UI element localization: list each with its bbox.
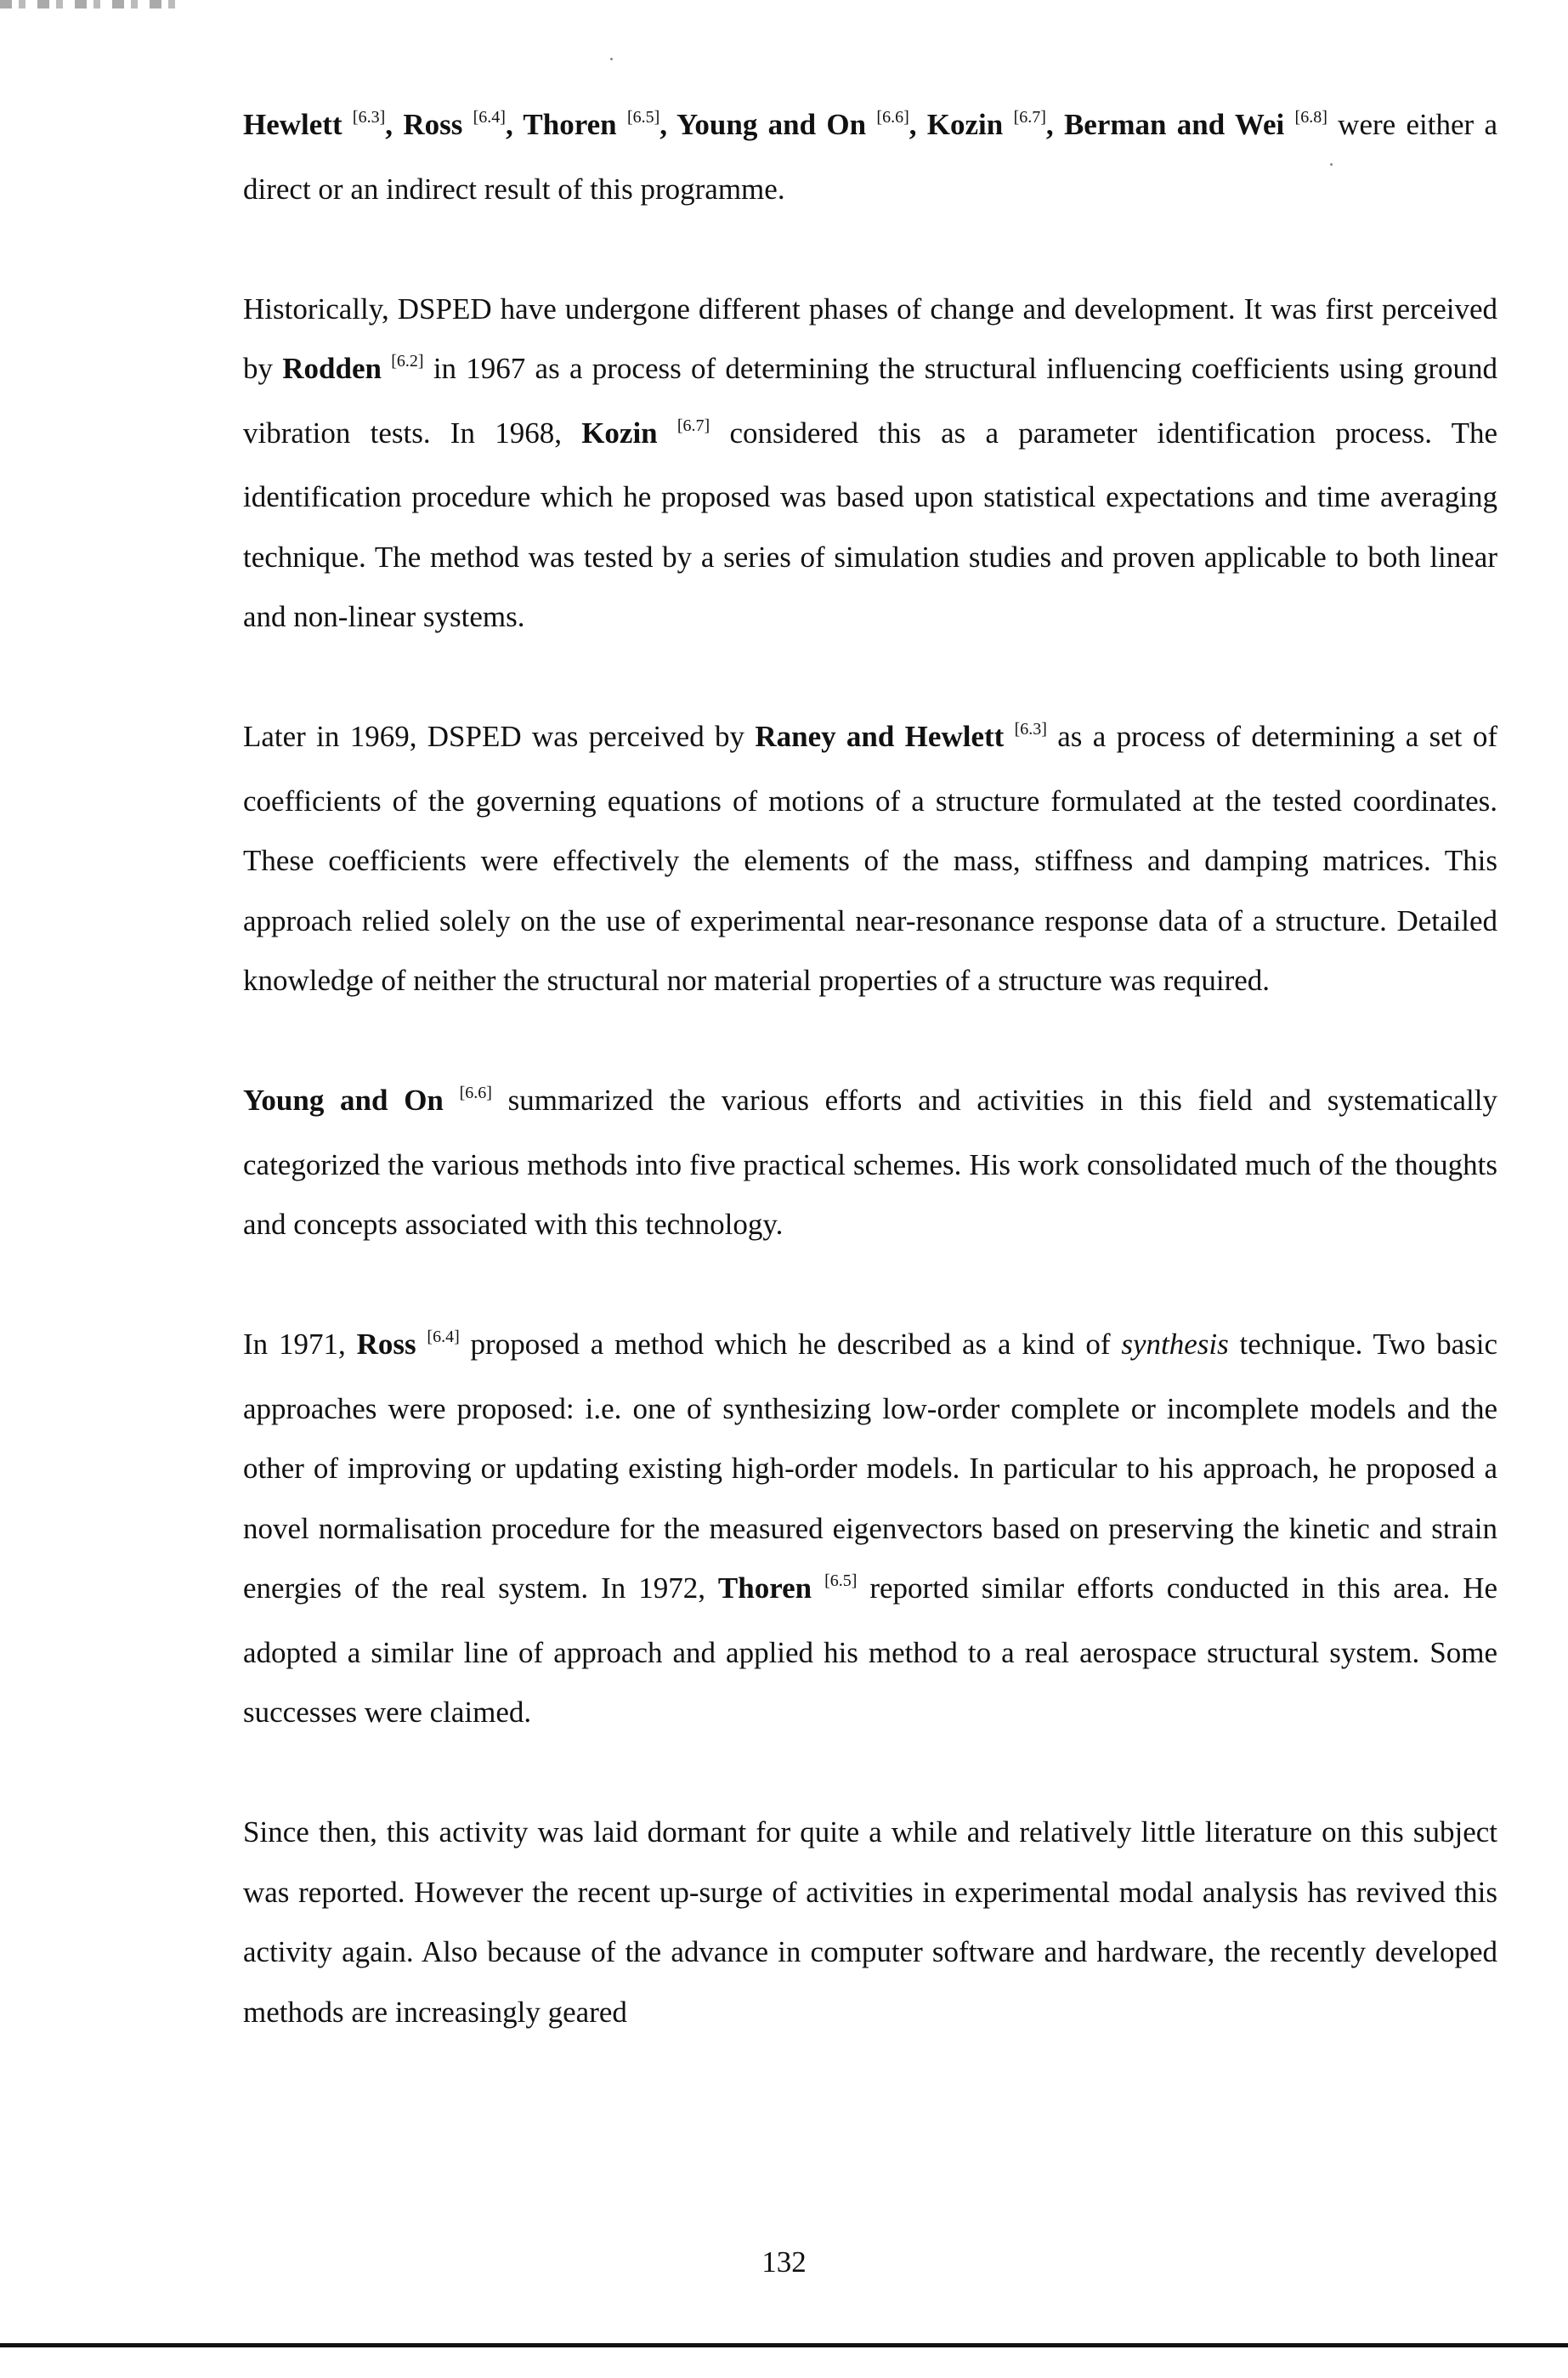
citation-ref: [6.7] xyxy=(1013,108,1046,127)
author-name: Berman and Wei xyxy=(1063,108,1295,141)
author-name: Raney and Hewlett xyxy=(755,720,1015,753)
author-name: Thoren xyxy=(717,1571,825,1605)
paragraph xyxy=(243,95,1497,219)
text-run: Historically, DSPED have undergone different phases of change and development. It was first perceived by xyxy=(243,292,1497,385)
author-name: Young and On xyxy=(243,1084,460,1117)
citation-ref: [6.5] xyxy=(626,108,660,127)
citation-ref: [6.4] xyxy=(427,1328,460,1346)
author-name: , xyxy=(505,108,524,141)
citation-ref: [6.5] xyxy=(824,1571,858,1590)
text-run: proposed a method which he described as a kind of xyxy=(459,1328,1122,1361)
author-name: , xyxy=(1045,108,1064,141)
text-run: in 1967 as a process of determining the structural influencing coefficients using ground vibration tests. In 1968, xyxy=(243,352,1497,450)
page-number: 132 xyxy=(761,2245,807,2279)
author-name: Kozin xyxy=(581,416,677,450)
text-run: considered this as a parameter identification process. The identification procedure which he proposed was based upon statistical expectations and time averaging technique. The method was tested by a series of simulation studies and proven applicable to both linear and non-linear systems. xyxy=(243,416,1497,633)
text-run: as a process of determining a set of coefficients of the governing equations of motions of a structure formulated at the tested coordinates. These coefficients were effectively the elements of the mass, stiffness and damping matrices. This approach relied solely on the use of experimental near-resonance response data of a structure. Detailed knowledge of neither the structural nor material properties of a structure was required. xyxy=(243,720,1497,997)
paragraph xyxy=(243,280,1497,648)
text-run: summarized the various efforts and activities in this field and systematically categorized the various methods into five practical schemes. His work consolidated much of the thoughts and concepts associated with this technology. xyxy=(243,1084,1497,1241)
author-name: Ross xyxy=(356,1328,427,1361)
citation-ref: [6.4] xyxy=(473,108,506,127)
footer-rule xyxy=(0,2343,1568,2347)
paragraph xyxy=(243,707,1497,1011)
author-name: , xyxy=(659,108,677,141)
citation-ref: [6.6] xyxy=(459,1084,492,1102)
author-name: Thoren xyxy=(523,108,627,141)
author-name: , xyxy=(385,108,404,141)
body-text xyxy=(243,95,1497,2103)
text-run: In 1971, xyxy=(243,1328,357,1361)
text-run: Since then, this activity was laid dormant for quite a while and relatively little literature on this subject was reported. However the recent up-surge of activities in experimental modal analysis has revived this activity again. Also because of the advance in computer software and hardware, the recently developed methods are increasingly geared xyxy=(243,1815,1497,2029)
author-name: , xyxy=(909,108,927,141)
text-run: technique. Two basic approaches were proposed: i.e. one of synthesizing low-order complete or incomplete models and the other of improving or updating existing high-order models. In particular to his approach, he proposed a novel normalisation procedure for the measured eigenvectors based on preserving the kinetic and strain energies of the real system. In 1972, xyxy=(243,1328,1497,1605)
text-run: were either a direct or an indirect result of this programme. xyxy=(243,108,1498,206)
citation-ref: [6.8] xyxy=(1294,108,1327,127)
paragraph xyxy=(243,1315,1497,1743)
text-run: Later in 1969, DSPED was perceived by xyxy=(243,720,756,753)
citation-ref: [6.3] xyxy=(1014,720,1047,739)
scan-artifact xyxy=(0,0,187,8)
citation-ref: [6.7] xyxy=(676,416,710,435)
author-name: Ross xyxy=(403,108,473,141)
citation-ref: [6.2] xyxy=(391,352,424,371)
text-run: reported similar efforts conducted in this area. He adopted a similar line of approach and applied his method to a real aerospace structural system. Some successes were claimed. xyxy=(243,1571,1498,1729)
author-name: Rodden xyxy=(282,352,392,385)
author-name: Hewlett xyxy=(243,108,353,141)
citation-ref: [6.3] xyxy=(352,108,386,127)
emphasis: synthesis xyxy=(1121,1328,1229,1361)
paragraph xyxy=(243,1071,1497,1255)
author-name: Kozin xyxy=(926,108,1014,141)
citation-ref: [6.6] xyxy=(876,108,909,127)
scan-speck xyxy=(610,58,613,60)
author-name: Young and On xyxy=(676,108,877,141)
paragraph xyxy=(243,1803,1497,2042)
